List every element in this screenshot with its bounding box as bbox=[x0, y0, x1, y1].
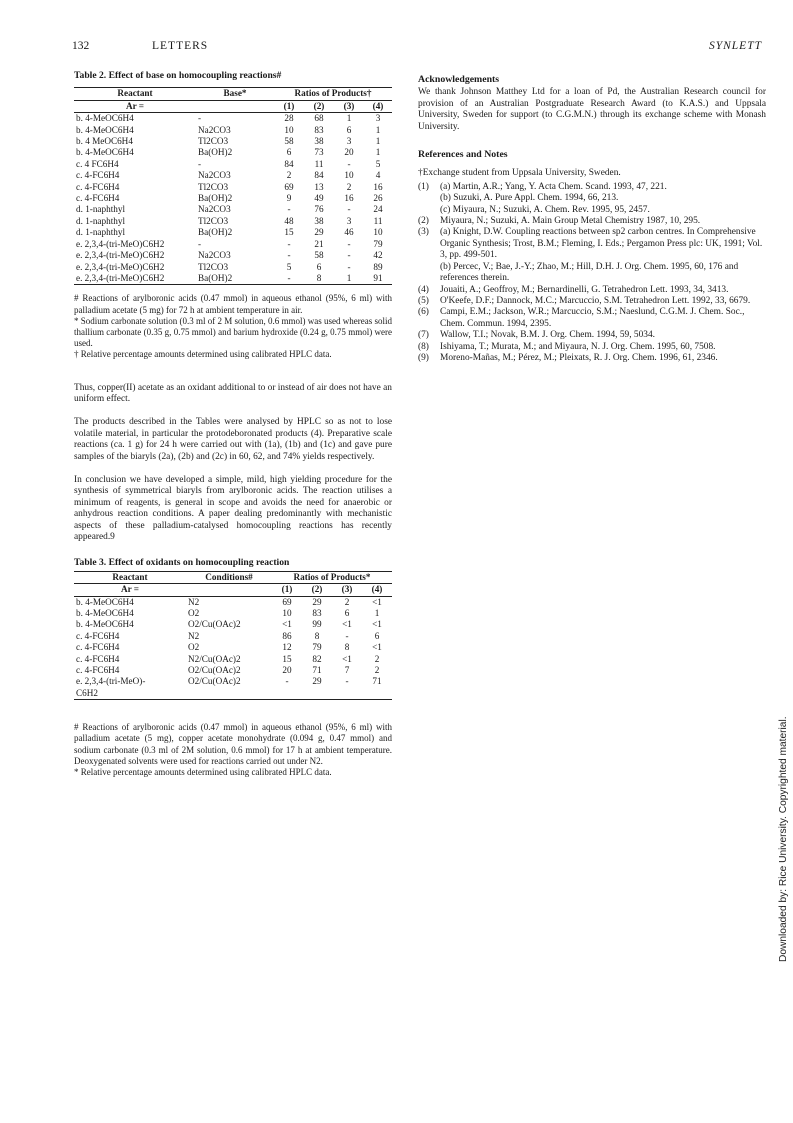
table2-cell-ratio: 26 bbox=[373, 193, 383, 204]
table3-cell-cond bbox=[186, 688, 272, 700]
table2-footnote: † Relative percentage amounts determined using calibrated HPLC data. bbox=[74, 349, 332, 360]
table3-cell-reactant: c. 4-FC6H4 bbox=[76, 653, 120, 664]
reference-item bbox=[418, 216, 766, 227]
table3-row bbox=[74, 619, 392, 630]
table2-cell-ratio: - bbox=[347, 250, 351, 261]
table3-cell-ratio: <1 bbox=[342, 619, 352, 630]
table2-cell-ratio: 73 bbox=[314, 147, 324, 158]
references-heading: References and Notes bbox=[418, 149, 508, 161]
reference-text: (a) Knight, D.W. Coupling reactions between sp2 carbon centres. In Comprehensive Organic Synthesis; Trost, B.M.; Fleming, I. Eds.; Pergamon Press plc: UK, 1991; Vol. 3, pp. 499-501. bbox=[440, 227, 763, 261]
table3-cell-reactant: b. 4-MeOC6H4 bbox=[76, 596, 134, 607]
table3-cell-ratio: 7 bbox=[344, 665, 350, 676]
table2-col-reactant: Reactant bbox=[74, 88, 196, 100]
table2-row bbox=[74, 170, 392, 181]
table2-product-col: (4) bbox=[364, 100, 392, 112]
table3-cell-ratio: <1 bbox=[342, 653, 352, 664]
table3-cell-ratio: <1 bbox=[372, 619, 382, 630]
reference-text: O'Keefe, D.F.; Dannock, M.C.; Marcuccio, S.M. Tetrahedron Lett. 1992, 33, 6679. bbox=[440, 295, 751, 306]
table3-cell-ratio: 2 bbox=[374, 665, 380, 676]
table3-col-conditions: Conditions# bbox=[186, 571, 272, 583]
table3-cell-ratio: 10 bbox=[282, 608, 292, 619]
reference-number: (3) bbox=[418, 227, 429, 238]
table2-cell-ratio: - bbox=[287, 204, 291, 215]
reference-item bbox=[418, 227, 766, 284]
table2-cell-cond: Ba(OH)2 bbox=[198, 147, 233, 158]
table3 bbox=[74, 571, 392, 700]
table3-cell-reactant: b. 4-MeOC6H4 bbox=[76, 619, 134, 630]
table3-cell-ratio: 15 bbox=[282, 653, 292, 664]
table3-cell-ratio: 2 bbox=[374, 653, 380, 664]
table2-cell-ratio: - bbox=[347, 158, 351, 169]
table2-cell-ratio: - bbox=[287, 238, 291, 249]
table2-cell-cond: Tl2CO3 bbox=[198, 136, 229, 147]
table2-cell-ratio: 38 bbox=[314, 136, 324, 147]
table2-cell-ratio: 5 bbox=[375, 158, 381, 169]
table2-row bbox=[74, 147, 392, 158]
table2-ar-label: Ar = bbox=[74, 100, 196, 112]
table2-cell-cond: Ba(OH)2 bbox=[198, 227, 233, 238]
table2-cell-ratio: - bbox=[274, 273, 304, 285]
table3-product-col: (1) bbox=[272, 584, 302, 596]
table2-cell-reactant: d. 1-naphthyl bbox=[76, 227, 125, 238]
table2-cell-cond: Na2CO3 bbox=[198, 124, 231, 135]
table3-cell-ratio: - bbox=[345, 676, 349, 687]
table3-cell-ratio: <1 bbox=[372, 596, 382, 607]
table2-cell-ratio: 69 bbox=[284, 181, 294, 192]
table2-cell-ratio: 2 bbox=[286, 170, 292, 181]
section-label: LETTERS bbox=[152, 40, 209, 52]
table3-row bbox=[74, 596, 392, 608]
table2-cell-ratio: 20 bbox=[344, 147, 354, 158]
table2-col-base: Base* bbox=[196, 88, 274, 100]
table3-product-col: (3) bbox=[332, 584, 362, 596]
table2-cell-ratio: 28 bbox=[284, 113, 294, 124]
table3-cell-cond: O2 bbox=[188, 608, 200, 619]
table2-cell-ratio: 49 bbox=[314, 193, 324, 204]
table2-footnotes bbox=[74, 293, 392, 360]
table2-cell-ratio: 9 bbox=[286, 193, 292, 204]
reference-number: (5) bbox=[418, 295, 429, 306]
reference-text: (b) Suzuki, A. Pure Appl. Chem. 1994, 66, 213. bbox=[440, 193, 619, 204]
table2-row bbox=[74, 159, 392, 170]
table2-cell-reactant: b. 4-MeOC6H4 bbox=[76, 113, 134, 124]
table2-row bbox=[74, 250, 392, 261]
reference-text: (a) Martin, A.R.; Yang, Y. Acta Chem. Scand. 1993, 47, 221. bbox=[440, 181, 667, 192]
table2-cell-ratio: 46 bbox=[344, 227, 354, 238]
table2-caption: Table 2. Effect of base on homocoupling reactions# bbox=[74, 70, 282, 81]
table2-cell-ratio: 1 bbox=[346, 113, 352, 124]
table2-cell-ratio: 1 bbox=[334, 273, 364, 285]
table2-cell-ratio: 29 bbox=[314, 227, 324, 238]
table2-cell-cond: Ba(OH)2 bbox=[196, 273, 274, 285]
reference-list bbox=[418, 182, 766, 365]
table2-cell-ratio: 6 bbox=[316, 261, 322, 272]
table3-cell-ratio bbox=[332, 688, 362, 700]
table3-cell-ratio: <1 bbox=[282, 619, 292, 630]
acknowledgements-text: We thank Johnson Matthey Ltd for a loan of Pd, the Australian Research council for provision of an Australian Postgraduate Research Award (to K.A.S.) and Uppsala University, Sweden for support (to C.G.M.N.) through its exchange scheme with Monash University. bbox=[418, 87, 766, 132]
table2-cell-cond: Tl2CO3 bbox=[198, 261, 229, 272]
reference-number: (7) bbox=[418, 330, 429, 341]
reference-item bbox=[418, 353, 766, 364]
reference-item bbox=[418, 342, 766, 353]
table2-cell-ratio: 79 bbox=[373, 238, 383, 249]
table2-cell-ratio: 83 bbox=[314, 124, 324, 135]
table2-cell-reactant: b. 4-MeOC6H4 bbox=[76, 124, 134, 135]
table2-cell-ratio: 58 bbox=[284, 136, 294, 147]
table2-cell-ratio: - bbox=[347, 204, 351, 215]
reference-number: (8) bbox=[418, 341, 429, 352]
table2-cell-ratio: 1 bbox=[375, 136, 381, 147]
table2-cell-reactant: e. 2,3,4-(tri-MeO)C6H2 bbox=[74, 273, 196, 285]
table3-cell-cond: O2 bbox=[188, 642, 200, 653]
table2-cell-ratio: 6 bbox=[346, 124, 352, 135]
table3-cell-ratio: 6 bbox=[344, 608, 350, 619]
table2-cell-cond: Ba(OH)2 bbox=[198, 193, 233, 204]
table3-cell-ratio: 12 bbox=[282, 642, 292, 653]
reference-number: (1) bbox=[418, 181, 429, 192]
acknowledgements-heading: Acknowledgements bbox=[418, 74, 500, 85]
reference-item bbox=[418, 307, 766, 330]
table3-cell-ratio: 99 bbox=[312, 619, 322, 630]
table3-cell-reactant: b. 4-MeOC6H4 bbox=[76, 608, 134, 619]
table2-cell-ratio: 3 bbox=[375, 113, 381, 124]
table3-row bbox=[74, 665, 392, 676]
table3-product-col: (2) bbox=[302, 584, 332, 596]
watermark-text: Downloaded by: Rice University. Copyrighted material. bbox=[778, 716, 789, 962]
table2-product-col: (3) bbox=[334, 100, 364, 112]
table3-caption: Table 3. Effect of oxidants on homocoupling reaction bbox=[74, 557, 290, 569]
table2-row bbox=[74, 113, 392, 125]
body-paragraph: In conclusion we have developed a simple, mild, high yielding procedure for the synthesis of symmetrical biaryls from arylboronic acids. The reaction utilises a minimum of reagents, is general in scope and avoids the need for anaerobic or anhydrous reaction conditions. A paper dealing predominantly with mechanistic aspects of these palladium-catalysed homocoupling reactions has recently appeared.9 bbox=[74, 474, 392, 542]
table2-row bbox=[74, 216, 392, 227]
table2-footnote: # Reactions of arylboronic acids (0.47 mmol) in aqueous ethanol (95%, 6 ml) with palladium acetate (5 mg) for 72 h at ambient temperature in air. bbox=[74, 293, 392, 315]
table3-cell-reactant: C6H2 bbox=[74, 688, 186, 700]
table3-cell-ratio: 71 bbox=[312, 665, 322, 676]
table2-cell-ratio: - bbox=[347, 261, 351, 272]
table2-row bbox=[74, 227, 392, 238]
reference-text: (b) Percec, V.; Bae, J.-Y.; Zhao, M.; Hill, D.H. J. Org. Chem. 1995, 60, 176 and references therein. bbox=[440, 261, 739, 284]
table2-cell-ratio: 10 bbox=[344, 170, 354, 181]
table2-cell-ratio: 10 bbox=[373, 227, 383, 238]
left-column bbox=[74, 70, 392, 778]
table2-cell-reactant: b. 4-MeOC6H4 bbox=[76, 147, 134, 158]
table3-row bbox=[74, 642, 392, 653]
table2-row bbox=[74, 204, 392, 215]
table3-cell-ratio: - bbox=[285, 676, 289, 687]
table2-row bbox=[74, 193, 392, 204]
table3-ar-label: Ar = bbox=[74, 584, 186, 596]
table3-cell-ratio: - bbox=[345, 630, 349, 641]
table2-cell-ratio: 16 bbox=[373, 181, 383, 192]
table2-cell-cond: - bbox=[198, 238, 202, 249]
table2-cell-reactant: e. 2,3,4-(tri-MeO)C6H2 bbox=[76, 261, 165, 272]
table3-footnotes bbox=[74, 722, 392, 778]
table2-product-col: (1) bbox=[274, 100, 304, 112]
table2-cell-ratio: 68 bbox=[314, 113, 324, 124]
table2-cell-ratio: 13 bbox=[314, 181, 324, 192]
table3-cell-ratio: 69 bbox=[282, 596, 292, 607]
table2-cell-reactant: e. 2,3,4-(tri-MeO)C6H2 bbox=[76, 238, 165, 249]
table2-row bbox=[74, 239, 392, 250]
journal-name: SYNLETT bbox=[708, 40, 762, 52]
table3-footnote: # Reactions of arylboronic acids (0.47 mmol) in aqueous ethanol (95%, 6 ml) with palladium acetate (5 mg), copper acetate monohydrate (0.094 g, 0.47 mmol) and sodium carbonate (0.3 ml of 2M solution, 0.6 mmol) for 17 h at ambient temperature. Deoxygenated solvents were used for reactions carried out under N2. bbox=[74, 722, 392, 766]
table2-col-ratios: Ratios of Products† bbox=[274, 88, 392, 100]
table2-row bbox=[74, 182, 392, 193]
table3-cell-ratio: 6 bbox=[374, 630, 380, 641]
table2-cell-ratio: 1 bbox=[375, 147, 381, 158]
reference-text: Miyaura, N.; Suzuki, A. Main Group Metal Chemistry 1987, 10, 295. bbox=[440, 216, 701, 227]
table2-cell-ratio: - bbox=[287, 250, 291, 261]
table2-cell-ratio: 10 bbox=[284, 124, 294, 135]
table3-row bbox=[74, 608, 392, 619]
table2-body bbox=[74, 113, 392, 285]
right-column bbox=[418, 74, 766, 364]
table2 bbox=[74, 87, 392, 285]
table2-cell-ratio: 76 bbox=[314, 204, 324, 215]
table3-cell-ratio bbox=[302, 688, 332, 700]
reference-text: Jouaiti, A.; Geoffroy, M.; Bernardinelli, G. Tetrahedron Lett. 1993, 34, 3413. bbox=[440, 284, 729, 295]
table3-cell-ratio: <1 bbox=[372, 642, 382, 653]
table2-product-col: (2) bbox=[304, 100, 334, 112]
table2-cell-cond: - bbox=[198, 158, 202, 169]
table3-row bbox=[74, 654, 392, 665]
table2-cell-ratio: 11 bbox=[373, 215, 383, 226]
table2-cell-ratio: 11 bbox=[314, 158, 324, 169]
table3-row bbox=[74, 676, 392, 687]
reference-number: (6) bbox=[418, 307, 429, 318]
table2-cell-ratio: 38 bbox=[314, 215, 324, 226]
table3-cell-cond: N2 bbox=[188, 630, 200, 641]
table2-row bbox=[74, 273, 392, 285]
table3-cell-ratio: 8 bbox=[344, 642, 350, 653]
table3-cell-ratio: 29 bbox=[312, 596, 322, 607]
table2-cell-reactant: c. 4 FC6H4 bbox=[76, 158, 119, 169]
table3-cell-ratio: 71 bbox=[372, 676, 382, 687]
exchange-note: †Exchange student from Uppsala University, Sweden. bbox=[418, 168, 621, 179]
table2-cell-ratio: 89 bbox=[373, 261, 383, 272]
body-paragraph: The products described in the Tables were analysed by HPLC so as not to lose volatile material, in particular the protodeboronated products (4). Preparative scale reactions (ca. 1 g) for 24 h were carried out with (1a), (1b) and (1c) and gave pure samples of the biaryls (2a), (2b) and (2c) in 60, 62, and 74% yields respectively. bbox=[74, 417, 392, 462]
reference-text: (c) Miyaura, N.; Suzuki, A. Chem. Rev. 1995, 95, 2457. bbox=[440, 204, 650, 215]
table2-cell-ratio: 2 bbox=[346, 181, 352, 192]
table3-cell-reactant: e. 2,3,4-(tri-MeO)- bbox=[76, 676, 146, 687]
body-paragraph: Thus, copper(II) acetate as an oxidant additional to or instead of air does not have an uniform effect. bbox=[74, 382, 392, 404]
table2-cell-ratio: 6 bbox=[286, 147, 292, 158]
table2-row bbox=[74, 262, 392, 273]
reference-text: Campi, E.M.; Jackson, W.R.; Marcuccio, S.M.; Naeslund, C.G.M. J. Chem. Soc., Chem. Commun. 1994, 2395. bbox=[440, 307, 745, 329]
table3-cell-ratio: 82 bbox=[312, 653, 322, 664]
table3-col-reactant: Reactant bbox=[74, 571, 186, 583]
table2-row bbox=[74, 125, 392, 136]
table3-cell-cond: O2/Cu(OAc)2 bbox=[188, 665, 241, 676]
reference-item bbox=[418, 182, 766, 216]
table2-cell-ratio: 58 bbox=[314, 250, 324, 261]
table2-cell-reactant: d. 1-naphthyl bbox=[76, 215, 125, 226]
table2-cell-reactant: c. 4-FC6H4 bbox=[76, 181, 120, 192]
reference-item bbox=[418, 296, 766, 307]
table3-footnote: * Relative percentage amounts determined using calibrated HPLC data. bbox=[74, 767, 332, 778]
table3-cell-ratio: 83 bbox=[312, 608, 322, 619]
table2-cell-cond: - bbox=[198, 113, 202, 124]
table3-cell-ratio bbox=[272, 688, 302, 700]
reference-text: Moreno-Mañas, M.; Pérez, M.; Pleixats, R. J. Org. Chem. 1996, 61, 2346. bbox=[440, 352, 718, 363]
table3-cell-ratio: 86 bbox=[282, 630, 292, 641]
table3-cell-ratio: 8 bbox=[314, 630, 320, 641]
table2-cell-ratio: 84 bbox=[314, 170, 324, 181]
page-header bbox=[72, 40, 762, 56]
table2-cell-reactant: c. 4-FC6H4 bbox=[76, 193, 120, 204]
table2-cell-ratio: 3 bbox=[346, 136, 352, 147]
table2-cell-cond: Tl2CO3 bbox=[198, 215, 229, 226]
table2-cell-reactant: e. 2,3,4-(tri-MeO)C6H2 bbox=[76, 250, 165, 261]
table2-cell-reactant: b. 4 MeOC6H4 bbox=[76, 136, 133, 147]
reference-number: (4) bbox=[418, 284, 429, 295]
table2-cell-reactant: d. 1-naphthyl bbox=[76, 204, 125, 215]
table3-cell-ratio: 29 bbox=[312, 676, 322, 687]
table3-cell-ratio bbox=[362, 688, 392, 700]
table3-product-col: (4) bbox=[362, 584, 392, 596]
table3-cell-reactant: c. 4-FC6H4 bbox=[76, 642, 120, 653]
table3-cell-reactant: c. 4-FC6H4 bbox=[76, 665, 120, 676]
table2-cell-cond: Na2CO3 bbox=[198, 204, 231, 215]
table2-row bbox=[74, 136, 392, 147]
table3-col-ratios: Ratios of Products* bbox=[272, 571, 392, 583]
table3-cell-ratio: 2 bbox=[344, 596, 350, 607]
table2-cell-ratio: 21 bbox=[314, 238, 324, 249]
table3-cell-ratio: 1 bbox=[374, 608, 380, 619]
table2-cell-ratio: - bbox=[347, 238, 351, 249]
reference-text: Wallow, T.I.; Novak, B.M. J. Org. Chem. 1994, 59, 5034. bbox=[440, 330, 656, 341]
table2-cell-ratio: 4 bbox=[375, 170, 381, 181]
table2-cell-ratio: 15 bbox=[284, 227, 294, 238]
table3-row bbox=[74, 688, 392, 700]
table3-row bbox=[74, 631, 392, 642]
reference-number: (9) bbox=[418, 352, 429, 363]
table3-cell-cond: N2 bbox=[188, 596, 200, 607]
table2-cell-ratio: 48 bbox=[284, 215, 294, 226]
reference-item bbox=[418, 285, 766, 296]
reference-number: (2) bbox=[418, 216, 429, 227]
table2-cell-ratio: 3 bbox=[346, 215, 352, 226]
table2-cell-ratio: 5 bbox=[286, 261, 292, 272]
table2-cell-ratio: 8 bbox=[304, 273, 334, 285]
page-number: 132 bbox=[72, 40, 90, 52]
table2-cell-ratio: 16 bbox=[344, 193, 354, 204]
table3-body bbox=[74, 596, 392, 700]
table2-cell-ratio: 84 bbox=[284, 158, 294, 169]
table3-cell-cond: N2/Cu(OAc)2 bbox=[188, 653, 241, 664]
table2-footnote: * Sodium carbonate solution (0.3 ml of 2 M solution, 0.6 mmol) was used whereas solid thallium carbonate (0.35 g, 0.75 mmol) and barium hydroxide (0.24 g, 0.75 mmol) were used. bbox=[74, 315, 392, 349]
table2-cell-cond: Tl2CO3 bbox=[198, 181, 229, 192]
table3-cell-reactant: c. 4-FC6H4 bbox=[76, 630, 120, 641]
table2-cell-cond: Na2CO3 bbox=[198, 170, 231, 181]
table2-cell-ratio: 24 bbox=[373, 204, 383, 215]
table2-cell-cond: Na2CO3 bbox=[198, 250, 231, 261]
table2-cell-ratio: 1 bbox=[375, 124, 381, 135]
table2-cell-reactant: c. 4-FC6H4 bbox=[76, 170, 120, 181]
table3-cell-cond: O2/Cu(OAc)2 bbox=[188, 676, 241, 687]
reference-text: Ishiyama, T.; Murata, M.; and Miyaura, N. J. Org. Chem. 1995, 60, 7508. bbox=[440, 341, 716, 352]
table3-cell-ratio: 20 bbox=[282, 665, 292, 676]
table2-cell-ratio: 91 bbox=[364, 273, 392, 285]
table3-cell-cond: O2/Cu(OAc)2 bbox=[188, 619, 241, 630]
table3-cell-ratio: 79 bbox=[312, 642, 322, 653]
reference-item bbox=[418, 330, 766, 341]
table2-cell-ratio: 42 bbox=[373, 250, 383, 261]
